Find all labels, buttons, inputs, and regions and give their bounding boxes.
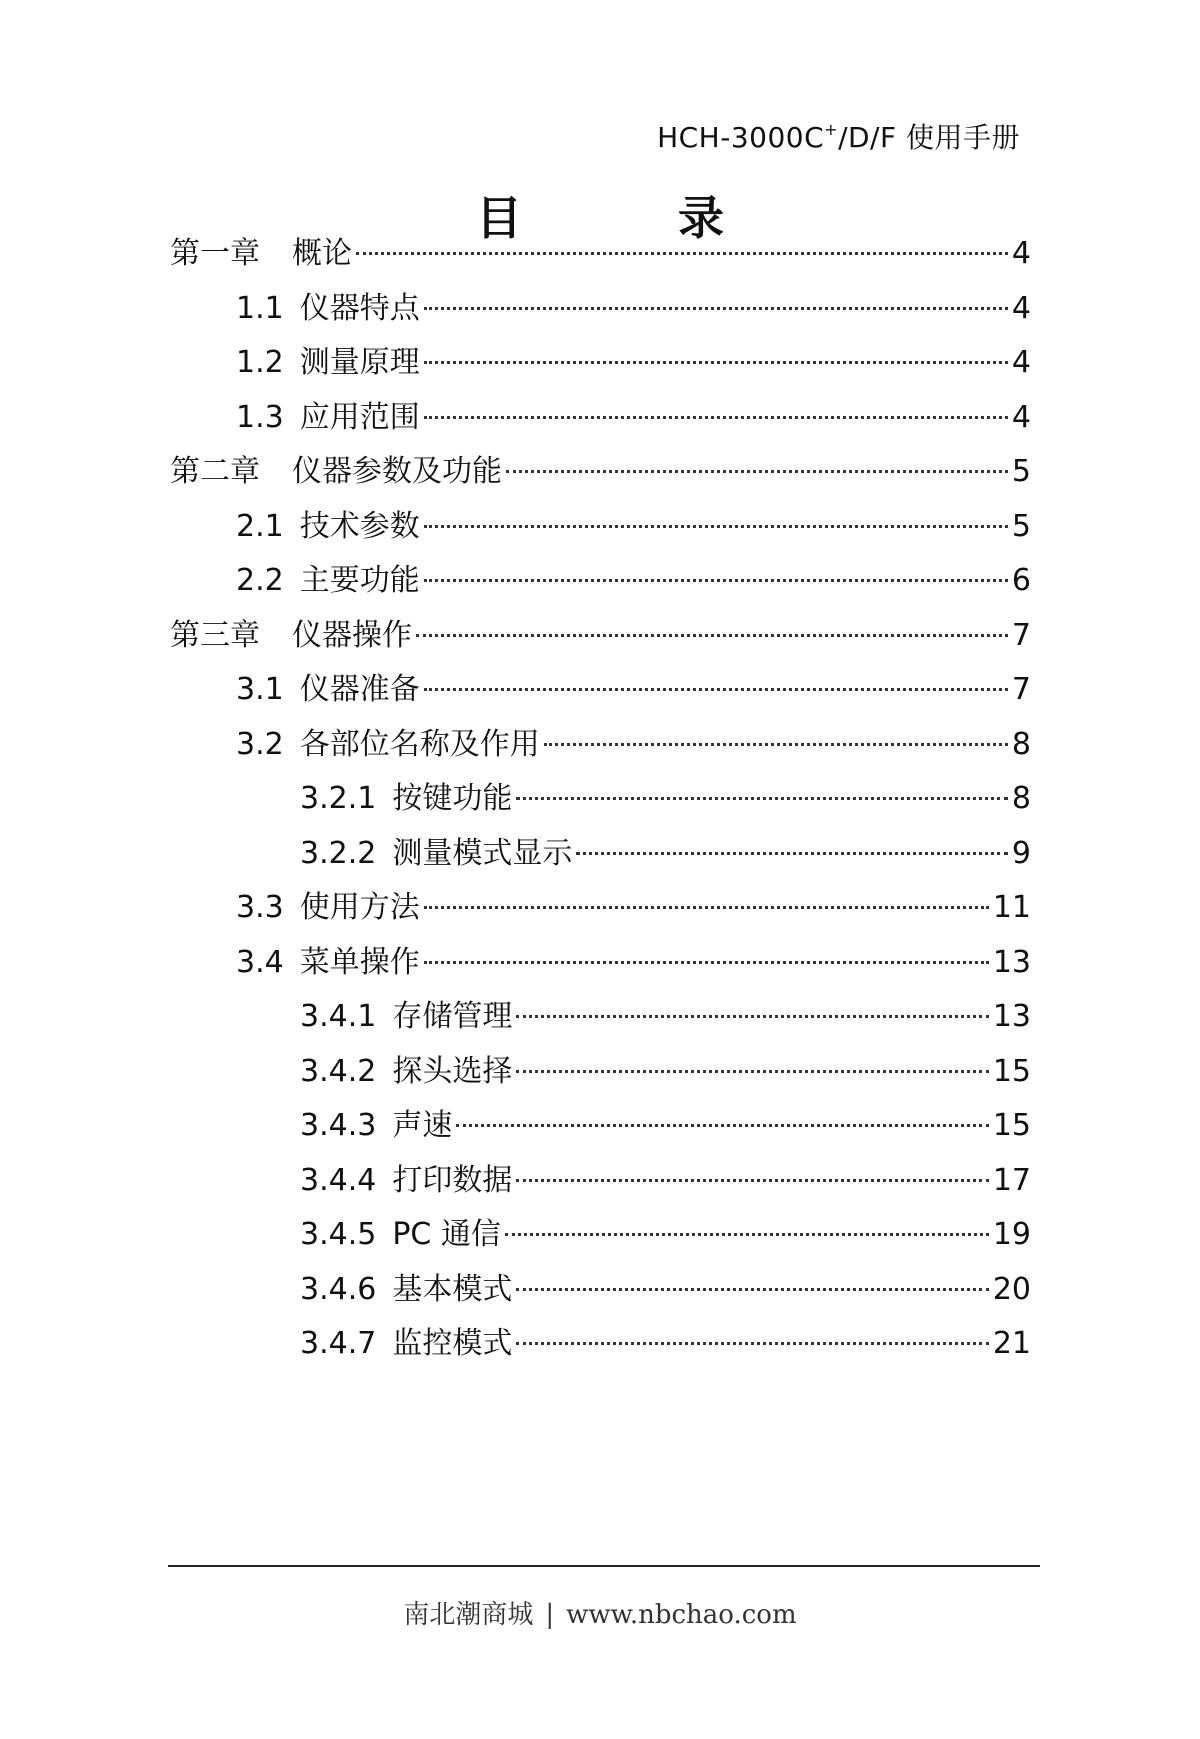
toc-entry-page-number: 19: [992, 1217, 1031, 1252]
toc-dot-leader: [516, 1179, 988, 1182]
toc-entry-label: 按键功能: [392, 781, 513, 816]
toc-entry-number: 3.4.3: [300, 1108, 377, 1143]
toc-entry-number: 3.2: [236, 726, 284, 762]
toc-dot-leader: [506, 470, 1008, 473]
footer-divider: [168, 1565, 1040, 1567]
toc-entry[interactable]: [236, 502, 1031, 552]
toc-entry-label: 测量原理: [299, 345, 420, 380]
footer-separator: |: [545, 1600, 555, 1630]
toc-entry[interactable]: [300, 992, 1031, 1042]
toc-entry-page-number: 8: [1011, 781, 1031, 816]
toc-entry-label: 仪器操作: [292, 617, 412, 653]
toc-entry[interactable]: [236, 338, 1031, 388]
toc-entry-page-number: 17: [992, 1162, 1031, 1198]
toc-dot-leader: [424, 416, 1008, 419]
toc-entry-number: 1.1: [236, 290, 284, 326]
running-header: [657, 116, 1020, 156]
toc-dot-leader: [416, 634, 1008, 637]
toc-entry[interactable]: [236, 284, 1031, 334]
toc-entry-page-number: 5: [1011, 454, 1031, 489]
toc-entry[interactable]: [236, 393, 1031, 443]
toc-dot-leader: [516, 1015, 988, 1018]
toc-entry[interactable]: [300, 1319, 1031, 1369]
toc-entry-page-number: 15: [992, 1108, 1031, 1143]
toc-entry-number: 3.4.4: [300, 1162, 377, 1198]
toc-dot-leader: [456, 1124, 988, 1127]
toc-entry[interactable]: [300, 774, 1031, 824]
toc-entry-number: 3.4.7: [300, 1326, 377, 1361]
toc-entry[interactable]: [300, 1047, 1031, 1097]
toc-entry-label: 基本模式: [392, 1271, 513, 1307]
toc-entry[interactable]: [170, 611, 1031, 661]
toc-entry[interactable]: [236, 938, 1031, 988]
header-suffix: /D/F 使用手册: [838, 121, 1020, 154]
toc-entry-page-number: 15: [992, 1053, 1031, 1089]
toc-dot-leader: [505, 1233, 989, 1236]
toc-dot-leader: [424, 906, 989, 909]
toc-entry[interactable]: [300, 1156, 1031, 1206]
toc-entry-page-number: 8: [1011, 726, 1031, 762]
toc-entry-label: 各部位名称及作用: [299, 726, 540, 762]
toc-entry-number: 3.4.2: [300, 1053, 377, 1089]
toc-entry-number: 3.4: [236, 944, 284, 980]
page-title: 目 录: [475, 191, 794, 245]
toc-entry-label: 主要功能: [299, 563, 420, 598]
toc-entry[interactable]: [236, 720, 1031, 770]
toc-entry-page-number: 4: [1011, 345, 1031, 380]
toc-dot-leader: [424, 579, 1008, 582]
toc-dot-leader: [516, 1342, 988, 1345]
page-footer: [0, 1594, 1200, 1631]
toc-dot-leader: [424, 688, 1008, 691]
toc-entry-page-number: 6: [1011, 563, 1031, 598]
toc-entry-label: 存储管理: [392, 999, 513, 1034]
header-superscript: +: [824, 120, 839, 139]
toc-entry-label: 仪器准备: [299, 672, 420, 707]
toc-dot-leader: [424, 361, 1008, 364]
toc-entry-label: 菜单操作: [299, 944, 420, 980]
toc-entry-number: 3.4.5: [300, 1217, 377, 1252]
toc-entry-label: 探头选择: [392, 1053, 513, 1089]
toc-entry[interactable]: [300, 1210, 1031, 1260]
toc-entry-page-number: 11: [992, 890, 1031, 925]
toc-entry-label: 应用范围: [299, 399, 420, 435]
footer-url: www.nbchao.com: [566, 1600, 797, 1630]
toc-dot-leader: [356, 252, 1008, 255]
toc-entry[interactable]: [170, 229, 1031, 279]
toc-entry-number: 3.4.6: [300, 1271, 377, 1307]
toc-entry-page-number: 9: [1011, 835, 1031, 871]
toc-entry-page-number: 7: [1011, 672, 1031, 707]
toc-entry[interactable]: [236, 665, 1031, 715]
toc-entry-number: 第二章: [170, 454, 260, 489]
toc-entry-page-number: 20: [992, 1271, 1031, 1307]
toc-entry-number: 第三章: [170, 617, 260, 653]
toc-entry-label: 打印数据: [392, 1162, 513, 1198]
toc-dot-leader: [576, 852, 1008, 855]
toc-entry-page-number: 21: [992, 1326, 1031, 1361]
toc-entry[interactable]: [236, 556, 1031, 606]
toc-entry-number: 3.4.1: [300, 999, 377, 1034]
toc-entry-number: 2.2: [236, 563, 284, 598]
toc-dot-leader: [516, 1070, 988, 1073]
toc-entry-page-number: 13: [992, 944, 1031, 980]
toc-dot-leader: [516, 1288, 988, 1291]
toc-entry[interactable]: [300, 1265, 1031, 1315]
toc-entry-label: 监控模式: [392, 1326, 513, 1361]
toc-dot-leader: [424, 307, 1008, 310]
toc-entry-label: 仪器特点: [299, 290, 420, 326]
toc-entry-number: 第一章: [170, 236, 260, 271]
toc-dot-leader: [424, 525, 1008, 528]
toc-entry-page-number: 5: [1011, 508, 1031, 544]
toc-entry[interactable]: [300, 829, 1031, 879]
toc-entry[interactable]: [170, 447, 1031, 497]
toc-entry-page-number: 7: [1011, 617, 1031, 653]
toc-entry[interactable]: [236, 883, 1031, 933]
toc-entry-label: 声速: [392, 1108, 453, 1143]
toc-entry-number: 2.1: [236, 508, 284, 544]
toc-entry-label: 测量模式显示: [392, 835, 573, 871]
toc-entry-number: 3.2.2: [300, 835, 377, 871]
toc-entry-number: 1.2: [236, 345, 284, 380]
toc-entry-page-number: 4: [1011, 290, 1031, 326]
toc-entry-number: 3.3: [236, 890, 284, 925]
toc-entry-label: 技术参数: [299, 508, 420, 544]
toc-entry-number: 3.2.1: [300, 781, 377, 816]
toc-entry-label: 仪器参数及功能: [292, 454, 502, 489]
toc-dot-leader: [424, 961, 989, 964]
toc-entry[interactable]: [300, 1101, 1031, 1151]
footer-site-name: 南北潮商城: [403, 1600, 534, 1630]
toc-entry-label: 概论: [292, 236, 352, 271]
header-model: HCH-3000C: [657, 121, 825, 154]
toc-entry-number: 3.1: [236, 672, 284, 707]
toc-entry-label: 使用方法: [299, 890, 420, 925]
toc-dot-leader: [516, 797, 1008, 800]
toc-dot-leader: [544, 743, 1008, 746]
toc-entry-page-number: 13: [992, 999, 1031, 1034]
toc-entry-number: 1.3: [236, 399, 284, 435]
toc-entry-page-number: 4: [1011, 236, 1031, 271]
toc-entry-page-number: 4: [1011, 399, 1031, 435]
toc-entry-label: PC 通信: [392, 1217, 501, 1252]
